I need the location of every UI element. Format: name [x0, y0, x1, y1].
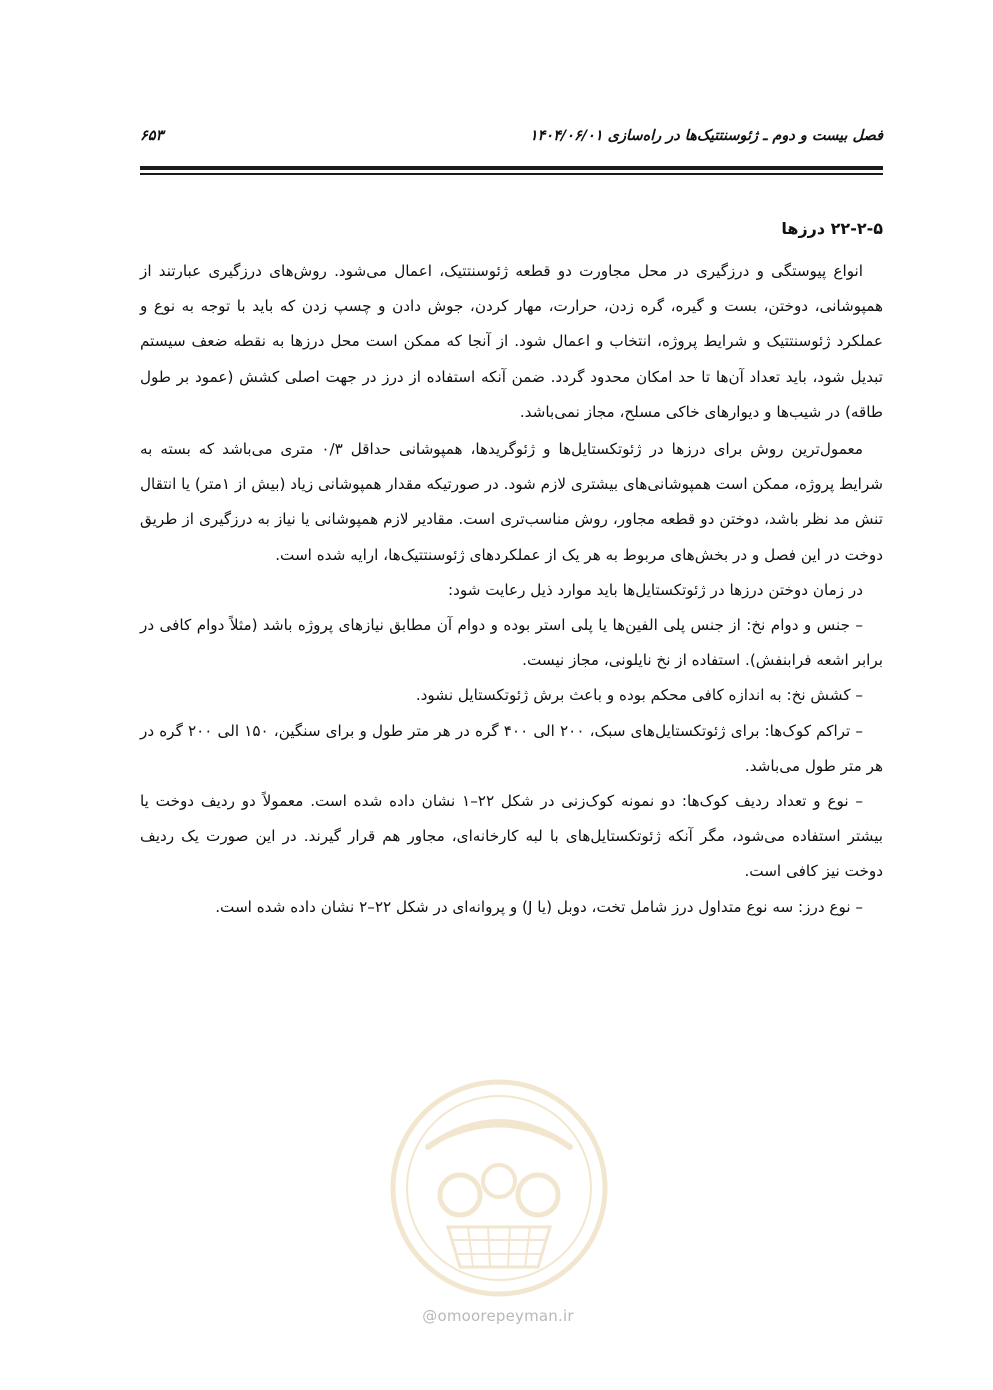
- list-item-stitch-rows: – نوع و تعداد ردیف کوک‌ها: دو نمونه کوک‌زنی در شکل ۲۲–۱ نشان داده شده است. معمولاً دو ردیف دوخت یا بیشتر استفاده می‌شود، مگر آنکه ژئوتکستایل‌های با لبه کارخانه‌ای، مجاور هم قرار گیرند. در این صورت یک ردیف دوخت نیز کافی است.: [140, 792, 883, 881]
- paragraph-joint-types: انواع پیوستگی و درزگیری در محل مجاورت دو قطعه ژئوسنتتیک، اعمال می‌شود. روش‌های درزگیری عبارتند از همپوشانی، دوختن، بست و گیره، گره زدن، حرارت، مهار کردن، جوش دادن و چسپ زدن که باید با توجه به نوع و عملکرد ژئوسنتتیک و شرایط پروژه، انتخاب و اعمال شود. از آنجا که ممکن است محل درزها به نقطه ضعف سیستم تبدیل شود، باید تعداد آن‌ها تا حد امکان محدود گردد. ضمن آنکه استفاده از درز در جهت اصلی کشش (عمود بر طول طاقه) در شیب‌ها و دیوارهای خاکی مسلح، مجاز نمی‌باشد.: [140, 262, 883, 421]
- list-item-seam-type: – نوع درز: سه نوع متداول درز شامل تخت، دوبل (یا J) و پروانه‌ای در شکل ۲۲–۲ نشان داده شده است.: [215, 897, 863, 916]
- page-header: [140, 128, 883, 152]
- list-item-thread-tension: – کشش نخ: به اندازه کافی محکم بوده و باعث برش ژئوتکستایل نشود.: [415, 686, 863, 705]
- page-number: ۶۵۳: [140, 128, 164, 144]
- page-body: [140, 214, 883, 925]
- running-title: فصل بیست و دوم ـ ژئوسنتتیک‌ها در راه‌سازی ۱۴۰۴/۰۶/۰۱: [529, 128, 883, 144]
- header-rule-thick: [140, 166, 883, 170]
- paragraph-sewing-intro: در زمان دوختن درزها در ژئوتکستایل‌ها باید موارد ذیل رعایت شود:: [447, 580, 863, 599]
- watermark-logo-icon: [388, 1077, 610, 1299]
- watermark-text: @omoorepeyman.ir: [422, 1307, 574, 1325]
- list-item-stitch-density: – تراکم کوک‌ها: برای ژئوتکستایل‌های سبک، ۲۰۰ الی ۴۰۰ گره در هر متر طول و برای سنگین، ۱۵۰ الی ۲۰۰ گره در هر متر طول می‌باشد.: [140, 721, 883, 775]
- list-item-thread-type: – جنس و دوام نخ: از جنس پلی الفین‌ها یا پلی استر بوده و دوام آن مطابق نیازهای پروژه باشد (مثلاً دوام کافی در برابر اشعه فرابنفش). استفاده از نخ نایلونی، مجاز نیست.: [140, 616, 883, 670]
- header-rule-thin: [140, 173, 883, 175]
- paragraph-overlap: معمول‌ترین روش برای درزها در ژئوتکستایل‌ها و ژئوگریدها، همپوشانی حداقل ۰/۳ متری می‌باشد که بسته به شرایط پروژه، ممکن است همپوشانی‌های بیشتری لازم شود. در صورتیکه مقدار همپوشانی زیاد (بیش از ۱متر) یا انتقال تنش مد نظر باشد، دوختن دو قطعه مجاور، روش مناسب‌تری است. مقادیر لازم همپوشانی یا نیاز به درزگیری از طریق دوخت در این فصل و در بخش‌های مربوط به هر یک از عملکردهای ژئوسنتتیک‌ها، ارایه شده است.: [139, 440, 883, 564]
- section-heading: ۲۲-۲-۵ درزها: [781, 219, 883, 238]
